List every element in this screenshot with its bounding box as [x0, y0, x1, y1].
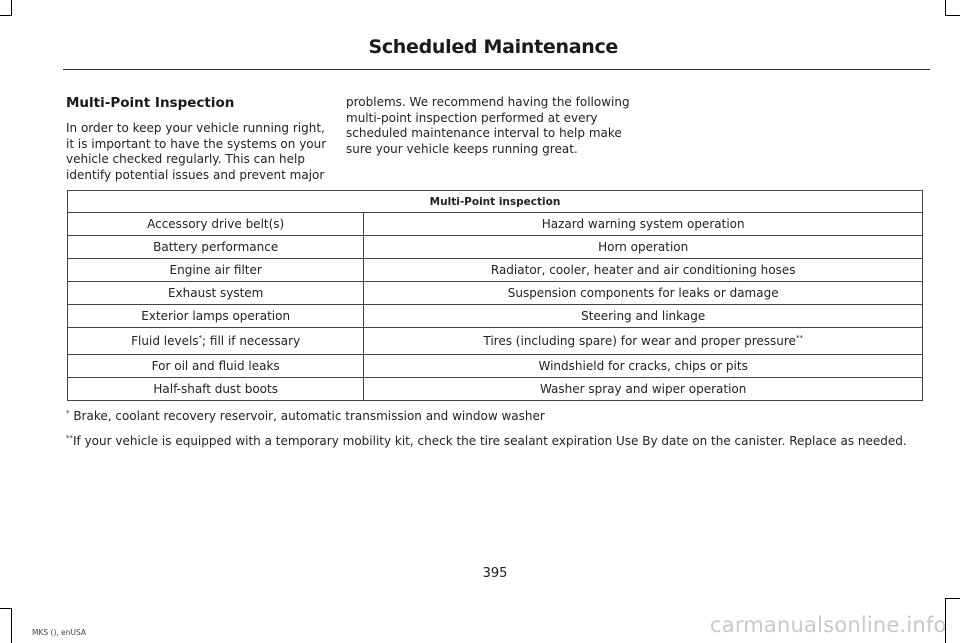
table-cell-right: Radiator, cooler, heater and air conditioning hoses — [364, 259, 923, 282]
table-cell-left: Battery performance — [68, 236, 364, 259]
footnote-2 — [66, 434, 907, 448]
page-header-title: Scheduled Maintenance — [368, 36, 618, 58]
table-row — [68, 355, 923, 378]
table-title: Multi-Point inspection — [68, 191, 923, 213]
table-cell-left: Exterior lamps operation — [68, 305, 364, 328]
table-cell-left: For oil and fluid leaks — [68, 355, 364, 378]
footnote-marker: ** — [795, 334, 803, 342]
crop-mark-top-right-h — [945, 15, 960, 16]
table-row — [68, 236, 923, 259]
table-cell-right: Horn operation — [364, 236, 923, 259]
table-cell-left: Engine air filter — [68, 259, 364, 282]
table-cell-left — [68, 328, 364, 355]
page-number: 395 — [482, 566, 508, 581]
table-cell-left: Exhaust system — [68, 282, 364, 305]
footnote-text: If your vehicle is equipped with a temporary mobility kit, check the tire sealant expiration Use By date on the canister. Replace as needed. — [73, 434, 907, 448]
crop-mark-bottom-right-h — [945, 598, 960, 599]
table-cell-right — [364, 328, 923, 355]
multi-point-inspection-table — [67, 190, 923, 401]
table-header-row — [68, 191, 923, 213]
table-row — [68, 259, 923, 282]
crop-mark-bottom-left-h — [0, 608, 12, 609]
intro-paragraph-right: problems. We recommend having the following multi-point inspection performed at every scheduled maintenance interval to help make sure your vehicle keeps running great. — [346, 95, 630, 156]
intro-paragraph-left: In order to keep your vehicle running right, it is important to have the systems on your vehicle checked regularly. This can help identify potential issues and prevent major — [66, 121, 327, 182]
table-cell-right: Windshield for cracks, chips or pits — [364, 355, 923, 378]
table-row — [68, 282, 923, 305]
table-row — [68, 213, 923, 236]
section-heading: Multi-Point Inspection — [66, 95, 235, 111]
header-rule — [63, 69, 930, 70]
table-cell-left: Accessory drive belt(s) — [68, 213, 364, 236]
table-row — [68, 328, 923, 355]
table-cell-right: Washer spray and wiper operation — [364, 378, 923, 401]
watermark: carmanualsonline.info — [710, 613, 947, 637]
footnote-marker: * — [198, 334, 203, 342]
crop-mark-top-right-v — [945, 0, 946, 15]
cell-text-suffix: ; fill if necessary — [202, 334, 301, 348]
cell-text: Tires (including spare) for wear and proper pressure — [483, 334, 796, 348]
table-cell-right: Steering and linkage — [364, 305, 923, 328]
table-row — [68, 378, 923, 401]
table-cell-left: Half-shaft dust boots — [68, 378, 364, 401]
footnote-text: Brake, coolant recovery reservoir, automatic transmission and window washer — [69, 409, 545, 423]
footnote-1 — [66, 409, 545, 423]
document-id: MKS (), enUSA — [32, 628, 87, 637]
crop-mark-top-left-v — [11, 0, 12, 15]
table-cell-right: Suspension components for leaks or damage — [364, 282, 923, 305]
table-row — [68, 305, 923, 328]
table-cell-right: Hazard warning system operation — [364, 213, 923, 236]
crop-mark-top-left-h — [0, 15, 12, 16]
footnote-marker: * — [66, 409, 70, 417]
crop-mark-bottom-left-v — [11, 608, 12, 643]
footnote-marker: ** — [66, 434, 73, 442]
cell-text: Fluid levels — [131, 334, 199, 348]
